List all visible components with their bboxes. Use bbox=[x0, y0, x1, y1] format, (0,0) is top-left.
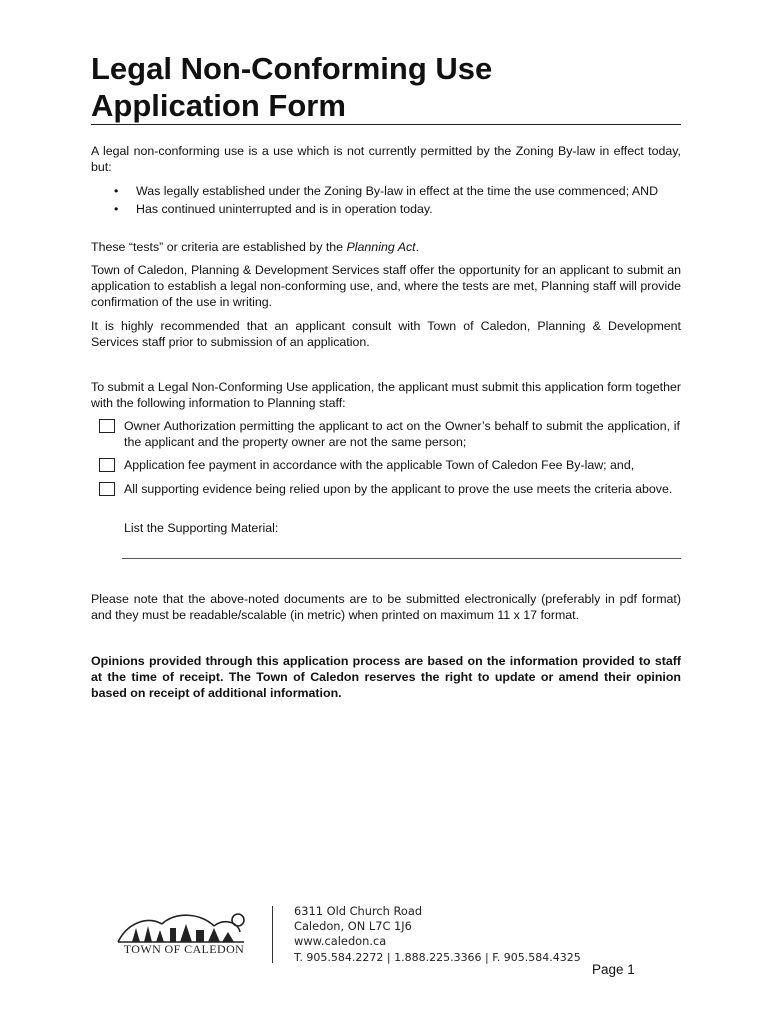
phone-numbers: T. 905.584.2272 | 1.888.225.3366 | F. 905.584.4325 bbox=[294, 951, 581, 964]
tests-prefix: These “tests” or criteria are established by the bbox=[91, 240, 347, 254]
submission-intro-paragraph: To submit a Legal Non-Conforming Use application, the applicant must submit this application form together with the following information to Planning staff: bbox=[91, 380, 681, 410]
website-link[interactable]: www.caledon.ca bbox=[294, 934, 387, 948]
supporting-material-field[interactable] bbox=[122, 558, 681, 559]
criteria-item bbox=[91, 201, 681, 217]
title-line-2: Application Form bbox=[91, 88, 346, 123]
tests-suffix: . bbox=[415, 240, 420, 254]
criteria-item bbox=[91, 183, 681, 199]
checklist-text: Owner Authorization permitting the applicant to act on the Owner’s behalf to submit the application, if the applicant and the property owner are not the same person; bbox=[124, 419, 680, 449]
criteria-list bbox=[91, 183, 681, 219]
bullet-icon: • bbox=[114, 202, 119, 216]
staff-offer-paragraph: Town of Caledon, Planning & Development Services staff offer the opportunity for an applicant to submit an application to establish a legal non-conforming use, and, where the tests are met, Planning staff will provide confirmation of the use in writing. bbox=[91, 263, 681, 309]
address-line-2: Caledon, ON L7C 1J6 bbox=[294, 919, 412, 933]
format-note-paragraph: Please note that the above-noted documents are to be submitted electronically (preferably in pdf format) and they must be readable/scalable (in metric) when printed on maximum 11 x 17 format. bbox=[91, 592, 681, 622]
supporting-material-label: List the Supporting Material: bbox=[124, 521, 279, 535]
checkbox-icon[interactable] bbox=[99, 482, 115, 496]
tests-paragraph bbox=[91, 239, 681, 255]
address-line-1: 6311 Old Church Road bbox=[294, 904, 423, 918]
criteria-text: Was legally established under the Zoning By-law in effect at the time the use commenced; AND bbox=[136, 184, 659, 198]
checklist-text: Application fee payment in accordance with the applicable Town of Caledon Fee By-law; and, bbox=[124, 458, 635, 472]
checkbox-icon[interactable] bbox=[99, 419, 115, 433]
page-number: Page 1 bbox=[592, 962, 635, 977]
checklist-text: All supporting evidence being relied upon by the applicant to prove the use meets the criteria above. bbox=[124, 482, 673, 496]
logo-text: TOWN OF CALEDON bbox=[123, 942, 245, 956]
checkbox-icon[interactable] bbox=[99, 458, 115, 472]
page-title bbox=[91, 50, 681, 124]
bullet-icon: • bbox=[114, 184, 119, 198]
footer-divider bbox=[272, 906, 273, 963]
criteria-text: Has continued uninterrupted and is in operation today. bbox=[136, 202, 433, 216]
recommendation-paragraph: It is highly recommended that an applicant consult with Town of Caledon, Planning & Development Services staff prior to submission of an application. bbox=[91, 319, 681, 349]
intro-paragraph: A legal non-conforming use is a use which is not currently permitted by the Zoning By-law in effect today, but: bbox=[91, 144, 681, 174]
title-line-1: Legal Non-Conforming Use bbox=[91, 51, 493, 86]
disclaimer-paragraph: Opinions provided through this application process are based on the information provided to staff at the time of receipt. The Town of Caledon reserves the right to update or amend their opinion based on receipt of additional information. bbox=[91, 654, 681, 700]
title-underline bbox=[91, 124, 681, 125]
planning-act-text: Planning Act bbox=[346, 240, 416, 254]
